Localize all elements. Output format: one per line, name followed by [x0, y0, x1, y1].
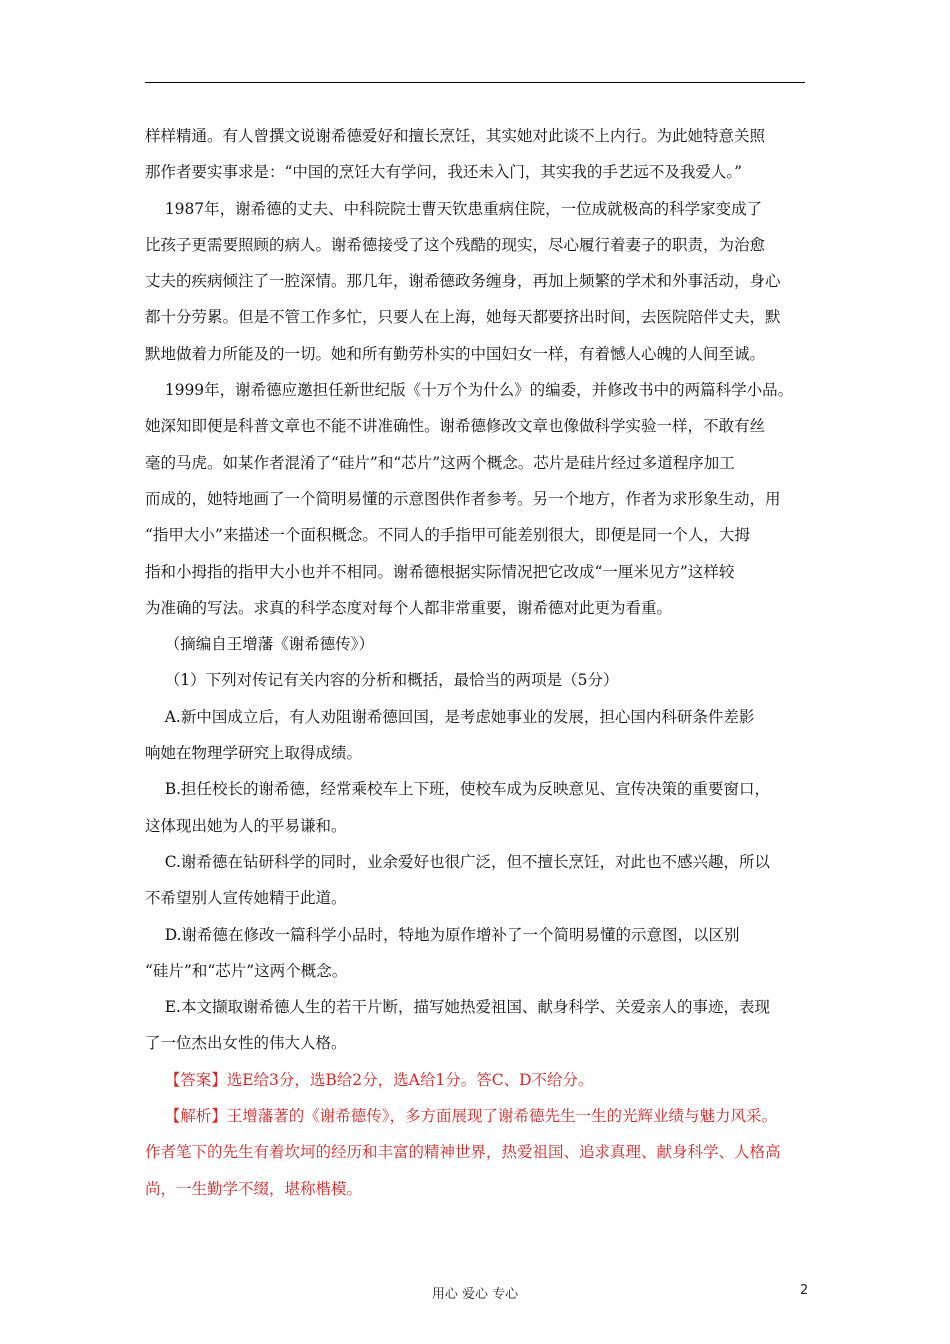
footer-motto: 用心 爱心 专心	[431, 1287, 519, 1302]
text-line: 而成的，她特地画了一个简明易懂的示意图供作者参考。另一个地方，作者为求形象生动，用	[145, 489, 781, 508]
option-e: E.本文撷取谢希德人生的若干片断，描写她热爱祖国、献身科学、关爱亲人的事迹，表现	[145, 998, 770, 1017]
question-stem: （1）下列对传记有关内容的分析和概括，最恰当的两项是（5分）	[145, 671, 619, 690]
analysis-line: 【解析】王增藩著的《谢希德传》，多方面展现了谢希德先生一生的光辉业绩与魅力风采。	[145, 1107, 777, 1126]
analysis-line: 作者笔下的先生有着坎坷的经历和丰富的精神世界，热爱祖国、追求真理、献身科学、人格高	[145, 1143, 781, 1162]
analysis-line: 尚，一生勤学不缀，堪称楷模。	[145, 1179, 363, 1198]
option-b-cont: 这体现出她为人的平易谦和。	[145, 816, 347, 835]
answer-line: 【答案】选E给3分，选B给2分，选A给1分。答C、D不给分。	[145, 1070, 594, 1089]
text-line: 1999年，谢希德应邀担任新世纪版《十万个为什么》的编委，并修改书中的两篇科学小品。	[145, 381, 794, 400]
text-line: 比孩子更需要照顾的病人。谢希德接受了这个残酷的现实，尽心履行着妻子的职责，为治愈	[145, 235, 766, 254]
option-c: C.谢希德在钻研科学的同时，业余爱好也很广泛，但不擅长烹饪，对此也不感兴趣，所以	[145, 852, 770, 871]
source-citation: （摘编自王增藩《谢希德传》）	[145, 635, 374, 654]
option-a: A.新中国成立后，有人劝阻谢希德回国，是考虑她事业的发展，担心国内科研条件差影	[145, 707, 755, 726]
option-d: D.谢希德在修改一篇科学小品时，特地为原作增补了一个简明易懂的示意图，以区别	[145, 925, 740, 944]
option-e-cont: 了一位杰出女性的伟大人格。	[145, 1034, 347, 1053]
body-text	[145, 118, 810, 1207]
text-line: 指和小拇指的指甲大小也并不相同。谢希德根据实际情况把它改成“一厘米见方”这样较	[145, 562, 735, 581]
text-line: 样样精通。有人曾撰文说谢希德爱好和擅长烹饪，其实她对此谈不上内行。为此她特意关照	[145, 127, 766, 145]
text-line: 毫的马虎。如某作者混淆了“硅片”和“芯片”这两个概念。芯片是硅片经过多道程序加工	[145, 453, 735, 472]
text-line: 那作者要实事求是：“中国的烹饪大有学问，我还未入门，其实我的手艺远不及我爱人。”	[145, 163, 743, 182]
text-line: 1987年，谢希德的丈夫、中科院院士曹天钦患重病住院，一位成就极高的科学家变成了	[145, 199, 763, 218]
text-line: 她深知即便是科普文章也不能不讲准确性。谢希德修改文章也像做科学实验一样，不敢有丝	[145, 417, 766, 436]
option-a-cont: 响她在物理学研究上取得成绩。	[145, 744, 363, 763]
header-rule	[145, 82, 805, 83]
option-c-cont: 不希望别人宣传她精于此道。	[145, 889, 347, 908]
text-line: “指甲大小”来描述一个面积概念。不同人的手指甲可能差别很大，即便是同一个人，大拇	[145, 526, 750, 545]
text-line: 丈夫的疾病倾注了一腔深情。那几年，谢希德政务缠身，再加上频繁的学术和外事活动，身心	[145, 272, 781, 291]
text-line: 默地做着力所能及的一切。她和所有勤劳朴实的中国妇女一样，有着憾人心魄的人间至诚。	[145, 344, 766, 363]
page-number: 2	[800, 1283, 809, 1298]
text-line: 都十分劳累。但是不管工作多忙，只要人在上海，她每天都要挤出时间，去医院陪伴丈夫，默	[145, 308, 781, 327]
text-line: 为准确的写法。求真的科学态度对每个人都非常重要，谢希德对此更为看重。	[145, 598, 673, 617]
option-b: B.担任校长的谢希德，经常乘校车上下班，使校车成为反映意见、宣传决策的重要窗口，	[145, 780, 771, 799]
option-d-cont: “硅片”和“芯片”这两个概念。	[145, 961, 348, 980]
